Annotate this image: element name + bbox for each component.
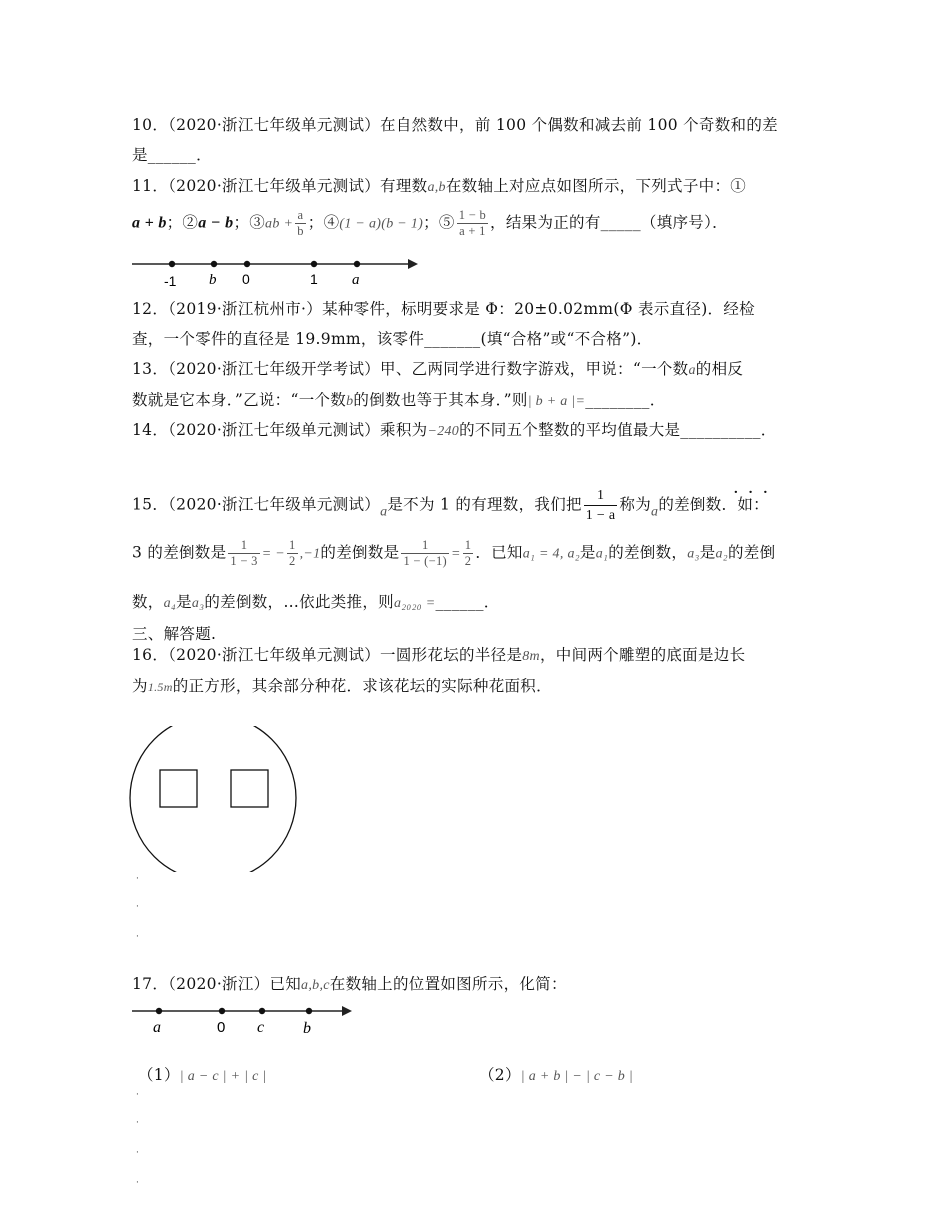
q13-text2: 数就是它本身．”乙说：“一个数	[132, 391, 347, 409]
numerator: 1	[289, 538, 296, 552]
flowerbed-circle	[130, 726, 296, 872]
q15-text-mid2: 称为	[619, 495, 652, 514]
point-0	[219, 1008, 225, 1014]
q13-expr: | b + a |=	[527, 394, 586, 409]
label-b: b	[209, 272, 217, 288]
numerator: 1	[228, 538, 259, 554]
denominator: 1 − a	[585, 508, 616, 523]
q11-expr2: a − b	[198, 214, 234, 232]
q15-a3: a₃	[687, 546, 700, 562]
q15-a2020: a₂₀₂₀ =	[393, 596, 436, 611]
q11-expr4: (1 − a)(b − 1)	[339, 216, 424, 232]
label-b: b	[303, 1020, 311, 1037]
emphasis-dots: ···	[733, 482, 778, 503]
q15-text3-mid: 是	[176, 593, 192, 611]
q11-line2	[132, 208, 728, 239]
q15-frac4	[401, 538, 449, 569]
sculpture-square-left	[160, 770, 197, 807]
label-0: 0	[242, 271, 250, 287]
q15-line3	[132, 590, 500, 612]
q12-line2: 查，一个零件的直径是 19.9mm，该零件_______(填“合格”或“不合格”)．	[132, 330, 653, 348]
q17-part1-expr: | a − c | + | c |	[179, 1069, 267, 1084]
q16-line2	[132, 674, 552, 696]
denominator: 1 − (−1)	[403, 554, 448, 568]
q13-text-post: 的相反	[695, 360, 744, 378]
axis-arrow	[408, 259, 418, 269]
q14-text-post: 的不同五个整数的平均值最大是__________．	[459, 421, 777, 439]
section-heading: 三、解答题.	[132, 625, 217, 643]
numerator: 1	[584, 486, 618, 506]
point-1	[311, 261, 317, 267]
q16-text2-post: 的正方形，其余部分种花．求该花坛的实际种花面积．	[172, 677, 552, 695]
q15-frac5	[463, 538, 474, 569]
q11-text-post: 在数轴上对应点如图所示，下列式子中：①	[445, 177, 747, 195]
q17-part1	[138, 1063, 267, 1085]
q15-is: 是	[579, 543, 596, 562]
paragraph-mark: ·	[136, 1090, 139, 1100]
q15-a4: a₄	[163, 596, 177, 611]
q15-frac1	[584, 486, 618, 525]
sculpture-square-right	[231, 770, 268, 807]
label-0: 0	[217, 1019, 226, 1036]
q12-line1: 12．（2019·浙江杭州市·）某种零件，标明要求是 Φ：20±0.02mm(Φ 表示直径)．经检	[132, 300, 755, 318]
q15-text2-mid2: ．已知	[475, 543, 523, 562]
q11-expr1: a + b	[132, 214, 167, 232]
numerator: 1	[401, 538, 449, 554]
q11-text: 11．（2020·浙江七年级单元测试）有理数	[132, 177, 428, 195]
q16-text-post: ，中间两个雕塑的底面是边长	[539, 646, 746, 664]
q16-text: 16．（2020·浙江七年级单元测试）一圆形花坛的半径是	[132, 646, 523, 664]
axis-arrow	[342, 1006, 352, 1016]
point-c	[259, 1008, 265, 1014]
q15-neg1: ,−1	[299, 546, 321, 562]
point-b	[211, 261, 217, 267]
q16-radius: 8m	[522, 649, 540, 664]
denominator: 2	[289, 554, 296, 568]
numerator: 1 − b	[458, 208, 487, 222]
denominator: a + 1	[459, 224, 486, 238]
denominator: 2	[464, 554, 472, 568]
q15-a1: a₁ = 4, a₂	[522, 546, 580, 562]
point-a	[156, 1008, 162, 1014]
q17-text-post: 在数轴上的位置如图所示，化简：	[329, 975, 567, 993]
q15-text3-mid2: 的差倒数，…依此类推，则	[204, 593, 394, 611]
paragraph-mark: ·	[136, 1148, 139, 1158]
q15-text2-mid: 的差倒数是	[320, 543, 400, 562]
denominator: b	[297, 224, 304, 238]
label-neg1: -1	[164, 273, 177, 289]
q15-is2: 是	[699, 543, 716, 562]
q15-line2	[132, 538, 775, 569]
q15-text-post: 的差倒数．如：	[658, 495, 769, 514]
q15-eq2: =	[451, 546, 461, 562]
q15-text3: 数，	[132, 593, 164, 611]
q11-sep1: ；②	[166, 213, 199, 232]
q17-part2-expr: | a + b | − | c − b |	[520, 1069, 634, 1084]
q11-tail: ，结果为正的有_____（填序号）．	[490, 213, 728, 232]
label-a: a	[153, 1019, 161, 1036]
q11-sep2: ；③	[233, 213, 266, 232]
q10-line1: 10．（2020·浙江七年级单元测试）在自然数中，前 100 个偶数和减去前 100 个奇数和的差	[132, 116, 778, 134]
q11-number-line	[128, 252, 428, 292]
q15-var-a: a	[380, 504, 388, 520]
label-1: 1	[310, 271, 318, 287]
q13-text2-post: ________．	[585, 391, 666, 409]
q17-vars: a,b,c	[301, 978, 330, 993]
paragraph-mark: ·	[136, 932, 139, 942]
q11-sep4: ；⑤	[423, 213, 455, 232]
q15-text2: 3 的差倒数是	[132, 543, 227, 562]
point-b	[306, 1008, 312, 1014]
q15-frac3	[287, 538, 298, 569]
q10-line2: 是______．	[132, 146, 212, 164]
q11-sep3: ；④	[307, 213, 340, 232]
q15-a3b: a₃	[191, 596, 205, 611]
q15-frac2	[228, 538, 259, 569]
q17-line1	[132, 972, 567, 994]
q13-var-b: b	[346, 394, 354, 409]
denominator: 1 − 3	[230, 554, 258, 568]
paragraph-mark: ·	[136, 902, 139, 912]
q13-var-a: a	[688, 363, 696, 378]
q13-line1	[132, 357, 743, 379]
q15-line1	[132, 486, 769, 525]
q14-text: 14．（2020·浙江七年级单元测试）乘积为	[132, 421, 428, 439]
q11-line1	[132, 174, 746, 196]
q11-expr3-frac	[295, 208, 306, 239]
numerator: a	[295, 208, 306, 224]
q15-eq: = −	[261, 546, 285, 562]
q15-a2: a₂	[715, 546, 728, 562]
point-a	[354, 261, 360, 267]
q16-line1	[132, 643, 745, 665]
q14-value: −240	[427, 424, 460, 439]
paragraph-mark: ·	[136, 1178, 139, 1188]
q15-a1b: a₁	[595, 546, 609, 562]
label-c: c	[257, 1019, 265, 1036]
q11-expr5-frac	[457, 208, 488, 239]
q15-text2-post: 的差倒	[727, 543, 776, 562]
q15-var-a2: a	[651, 504, 659, 520]
q17-part1-label: （1）	[138, 1066, 180, 1084]
point-neg1	[169, 261, 175, 267]
q16-flowerbed-figure	[128, 726, 308, 872]
q16-side: 1.5m	[147, 680, 173, 694]
q11-vars: a,b	[427, 180, 446, 195]
q17-number-line	[128, 1000, 368, 1040]
q13-text2-mid: 的倒数也等于其本身．”则	[353, 391, 528, 409]
label-a: a	[352, 272, 360, 288]
q11-expr3-pre: ab +	[265, 216, 294, 232]
point-0	[244, 261, 250, 267]
q13-text: 13．（2020·浙江七年级开学考试）甲、乙两同学进行数字游戏，甲说：“一个数	[132, 360, 689, 378]
paragraph-mark: ·	[136, 874, 139, 884]
q15-text-mid: 是不为 1 的有理数，我们把	[387, 495, 582, 514]
q15-text3-post: ______．	[435, 593, 500, 611]
q16-text2: 为	[132, 677, 148, 695]
q14-line	[132, 418, 777, 440]
q17-text: 17．（2020·浙江）已知	[132, 975, 302, 993]
q15-text: 15．（2020·浙江七年级单元测试）	[132, 495, 381, 514]
q17-part2	[479, 1063, 633, 1085]
q15-text2-mid3: 的差倒数，	[608, 543, 688, 562]
numerator: 1	[464, 538, 472, 552]
q13-line2	[132, 388, 666, 410]
q17-part2-label: （2）	[479, 1066, 521, 1084]
paragraph-mark: ·	[136, 1118, 139, 1128]
